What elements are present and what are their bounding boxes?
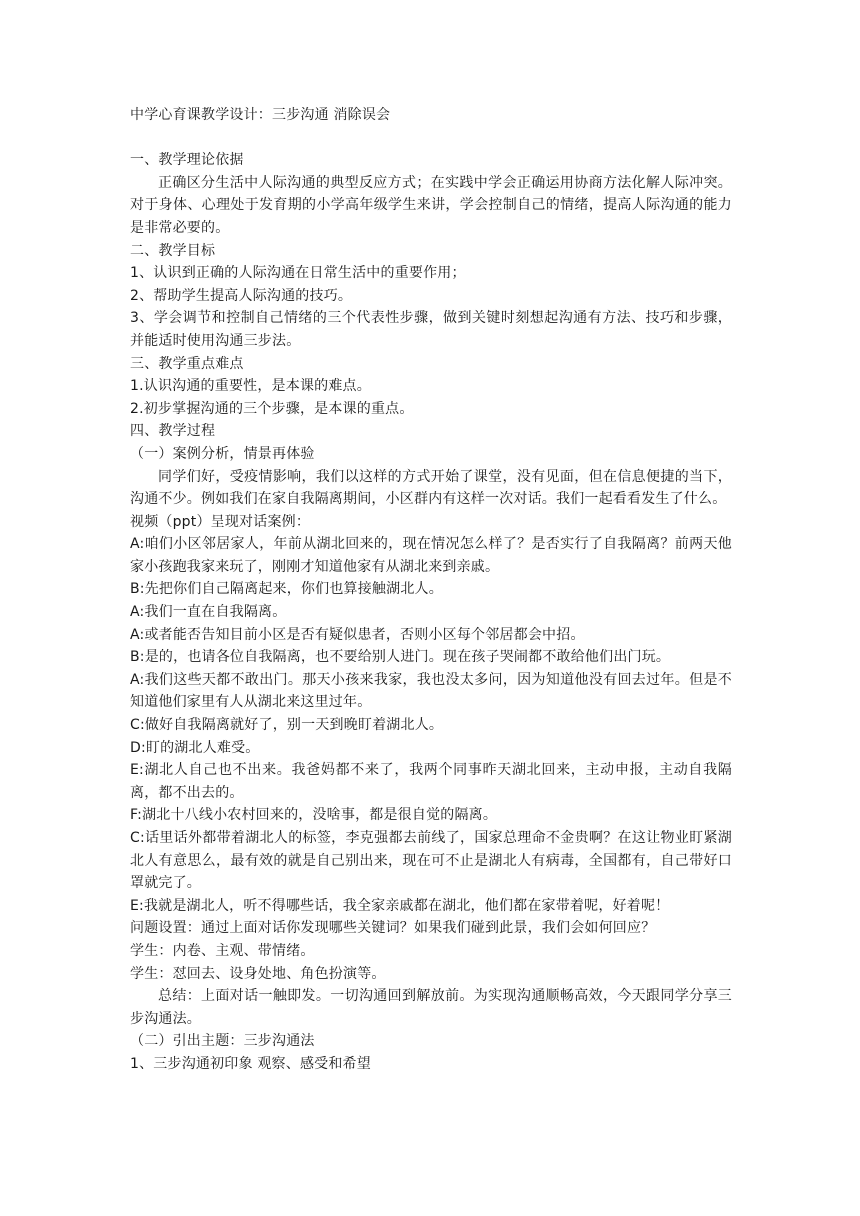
- paragraph: A:咱们小区邻居家人，年前从湖北回来的，现在情况怎么样了？是否实行了自我隔离？前两天他家小孩跑我家来玩了，刚刚才知道他家有从湖北来到亲戚。: [130, 536, 732, 575]
- paragraph: 视频（ppt）呈现对话案例：: [130, 513, 311, 530]
- paragraph-list: [130, 149, 732, 1075]
- paragraph: D:盯的湖北人难受。: [130, 739, 260, 756]
- paragraph: A:或者能否告知目前小区是否有疑似患者，否则小区每个邻居都会中招。: [130, 626, 585, 643]
- paragraph: （一）案例分析，情景再体验: [130, 445, 315, 462]
- paragraph: 2、帮助学生提高人际沟通的技巧。: [130, 287, 353, 304]
- paragraph: B:是的，也请各位自我隔离，也不要给别人进门。现在孩子哭闹都不敢给他们出门玩。: [130, 649, 671, 666]
- paragraph: 1、三步沟通初印象 观察、感受和希望: [130, 1055, 371, 1072]
- paragraph: 二、教学目标: [130, 242, 216, 259]
- paragraph: 正确区分生活中人际沟通的典型反应方式；在实践中学会正确运用协商方法化解人际冲突。对于身体、心理处于发育期的小学高年级学生来讲，学会控制自己的情绪，提高人际沟通的能力是非常必要的。: [130, 174, 732, 236]
- paragraph: E:我就是湖北人，听不得哪些话，我全家亲戚都在湖北，他们都在家带着呢，好着呢！: [130, 897, 670, 914]
- paragraph: 3、学会调节和控制自己情绪的三个代表性步骤，做到关键时刻想起沟通有方法、技巧和步骤，并能适时使用沟通三步法。: [130, 310, 732, 349]
- paragraph: 学生：内卷、主观、带情绪。: [130, 942, 315, 959]
- paragraph: F:湖北十八线小农村回来的，没啥事，都是很自觉的隔离。: [130, 807, 498, 824]
- paragraph: 1、认识到正确的人际沟通在日常生活中的重要作用；: [130, 265, 466, 282]
- paragraph: （二）引出主题：三步沟通法: [130, 1033, 315, 1050]
- paragraph: 问题设置：通过上面对话你发现哪些关键词？如果我们碰到此景，我们会如何回应？: [130, 920, 656, 937]
- paragraph: 同学们好，受疫情影响，我们以这样的方式开始了课堂，没有见面，但在信息便捷的当下，沟通不少。例如我们在家自我隔离期间，小区群内有这样一次对话。我们一起看看发生了什么。: [130, 468, 732, 508]
- paragraph: C:做好自我隔离就好了，别一天到晚盯着湖北人。: [130, 717, 444, 734]
- paragraph: E:湖北人自己也不出来。我爸妈都不来了，我两个同事昨天湖北回来，主动申报，主动自我隔离，都不出去的。: [130, 762, 732, 801]
- paragraph: 四、教学过程: [130, 423, 216, 440]
- paragraph: 学生：怼回去、设身处地、角色扮演等。: [130, 965, 386, 982]
- paragraph: A:我们这些天都不敢出门。那天小孩来我家，我也没太多问，因为知道他没有回去过年。但是不知道他们家里有人从湖北来这里过年。: [130, 671, 732, 711]
- paragraph: A:我们一直在自我隔离。: [130, 604, 287, 621]
- document-body: [130, 104, 732, 1076]
- paragraph: C:话里话外都带着湖北人的标签，李克强都去前线了，国家总理命不金贵啊？在这让物业盯紧湖北人有意思么，最有效的就是自己别出来，现在可不止是湖北人有病毒，全国都有，自己带好口罩就完了。: [130, 830, 732, 892]
- paragraph: 1.认识沟通的重要性，是本课的难点。: [130, 378, 371, 395]
- paragraph: 2.初步掌握沟通的三个步骤，是本课的重点。: [130, 400, 414, 417]
- paragraph: B:先把你们自己隔离起来，你们也算接触湖北人。: [130, 581, 443, 598]
- paragraph: 三、教学重点难点: [130, 355, 244, 372]
- paragraph: 总结：上面对话一触即发。一切沟通回到解放前。为实现沟通顺畅高效，今天跟同学分享三步沟通法。: [130, 988, 732, 1027]
- paragraph: 一、教学理论依据: [130, 152, 244, 169]
- document-title: 中学心育课教学设计：三步沟通 消除误会: [130, 107, 391, 123]
